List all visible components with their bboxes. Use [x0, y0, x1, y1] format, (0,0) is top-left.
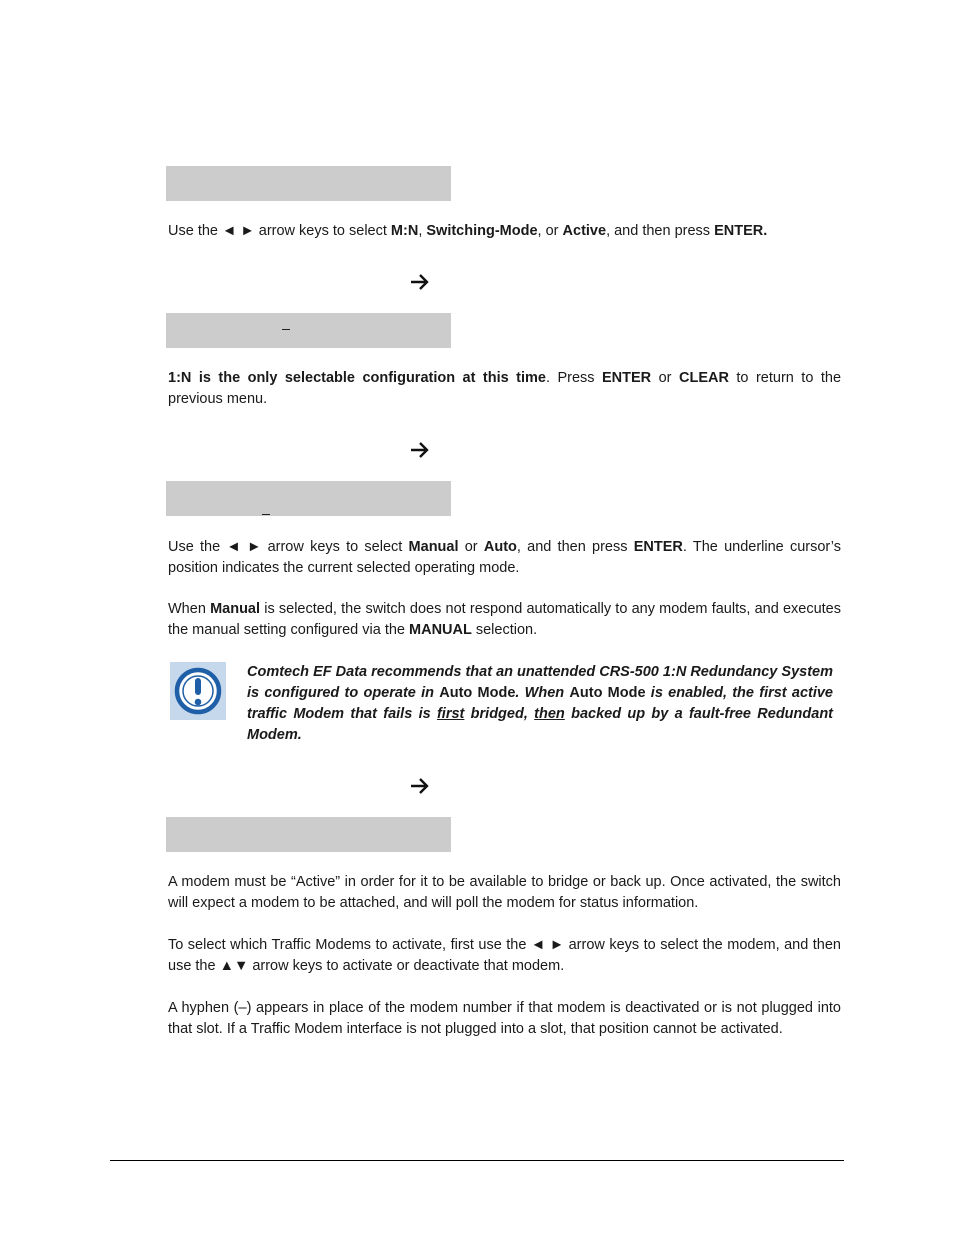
left-right-arrow-keys-icon: ◄ ►: [226, 539, 262, 555]
paragraph-hyphen-note: A hyphen (–) appears in place of the modem number if that modem is deactivated or is not plugged into that slot. If a Traffic Modem interface is not plugged into a slot, that position cannot be activated.: [168, 1000, 841, 1037]
lcd-display-3: [166, 481, 451, 516]
paragraph-switching-mode: Use the ◄ ► arrow keys to select Manual or Auto, and then press ENTER. The underline cursor’s position indicates the current selected operating mode.: [168, 539, 841, 576]
important-note-icon: [170, 662, 226, 720]
paragraph-select-modem: To select which Traffic Modems to activate, first use the ◄ ► arrow keys to select the modem, and then use the ▲▼ arrow keys to activate or deactivate that modem.: [168, 937, 841, 974]
up-down-arrow-keys-icon: ▲▼: [219, 958, 249, 974]
right-arrow-icon: [409, 273, 431, 291]
lcd-display-1: [166, 166, 451, 201]
right-arrow-icon: [409, 777, 431, 795]
paragraph-select-menu: Use the ◄ ► arrow keys to select M:N, Switching-Mode, or Active, and then press ENTER.: [168, 223, 768, 239]
right-arrow-icon: [409, 441, 431, 459]
paragraph-active-modem: A modem must be “Active” in order for it to be available to bridge or back up. Once activated, the switch will expect a modem to be attached, and will poll the modem for status information.: [168, 874, 841, 911]
paragraph-config-note: 1:N is the only selectable configuration at this time. Press ENTER or CLEAR to return to the previous menu.: [168, 370, 842, 407]
lcd-display-2: [166, 313, 451, 348]
footer-rule: [110, 1160, 844, 1161]
lcd-display-4: [166, 817, 451, 852]
lcd-underline-cursor: [282, 329, 290, 330]
lcd-underline-cursor: [262, 514, 270, 515]
paragraph-manual-mode: When Manual is selected, the switch does not respond automatically to any modem faults, and executes the manual setting configured via the MANUAL selection.: [168, 601, 841, 638]
important-note-text: Comtech EF Data recommends that an unattended CRS-500 1:N Redundancy System is configured to operate in Auto Mode. When Auto Mode is enabled, the first active traffic Modem that fails is first bridged, then backed up by a fault-free Redundant Modem.: [247, 664, 834, 743]
left-right-arrow-keys-icon: ◄ ►: [222, 223, 255, 239]
left-right-arrow-keys-icon: ◄ ►: [530, 937, 565, 953]
